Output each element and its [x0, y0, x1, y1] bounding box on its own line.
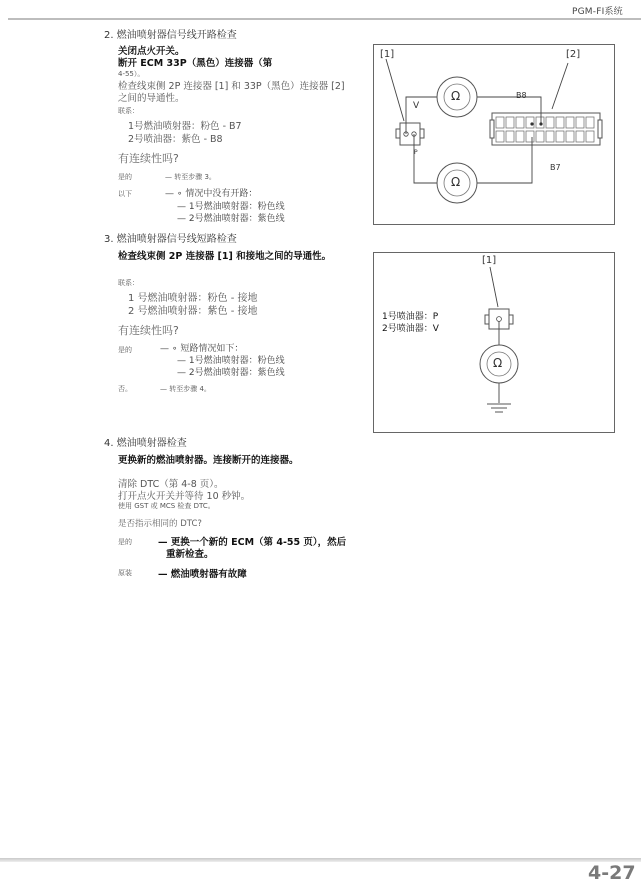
figure2-circuit-diagram [373, 252, 615, 433]
section3-line1: 检查线束侧 2P 连接器 [1] 和接地之间的导通性。 [118, 251, 332, 262]
section3-title: 3. 燃油喷射器信号线短路检查 [104, 234, 237, 245]
section3-question: 有连续性吗? [118, 324, 179, 337]
section4-no-label: 原装 [118, 569, 132, 577]
section4-yes-result1: — 更换一个新的 ECM（第 4-55 页），然后 [158, 537, 347, 548]
section3-no-label: 否。 [118, 385, 132, 393]
section3-yes-label: 是的 [118, 346, 132, 354]
ohm-icon: Ω [451, 89, 461, 103]
section3-conn2: 2 号燃油喷射器：紫色 - 接地 [128, 306, 258, 317]
section4-question: 是否指示相同的 DTC? [118, 519, 202, 529]
section2-line2: 断开 ECM 33P（黑色）连接器（第 [118, 58, 273, 69]
figure1-v-label: V [413, 101, 420, 111]
header-system-title: PGM-FI系统 [572, 7, 623, 17]
section4-no-result: — 燃油喷射器有故障 [158, 569, 247, 580]
section2-conn2: 2号喷油器：紫色 - B8 [128, 134, 223, 145]
section2-yes-result: — 转至步骤 3。 [165, 173, 216, 181]
figure2-legend1: 1号喷油器：P [382, 312, 439, 322]
ohm-icon: Ω [493, 356, 503, 370]
figure2-legend2: 2号喷油器：V [382, 324, 439, 334]
section2-question: 有连续性吗? [118, 152, 179, 165]
page-number: 4-27 [588, 862, 636, 884]
figure1-label-2: [2] [566, 49, 581, 60]
figure2-label-1: [1] [482, 255, 497, 266]
section3-yes-result: — ∘ 短路情况如下： [160, 344, 244, 354]
section2-line1: 关闭点火开关。 [118, 46, 185, 57]
section3-yes-sub2: — 2号燃油喷射器：紫色线 [177, 368, 285, 378]
section4-line4: 使用 GST 或 MCS 检查 DTC。 [118, 502, 215, 510]
section3-connect-label: 联系： [118, 279, 139, 287]
section4-line3: 打开点火开关并等待 10 秒钟。 [118, 491, 251, 502]
section2-line5: 之间的导通性。 [118, 93, 185, 104]
section4-yes-result2: 重新检查。 [166, 549, 214, 560]
ohm-icon: Ω [451, 175, 461, 189]
figure1-label-1: [1] [380, 49, 395, 60]
section3-conn1: 1 号燃油喷射器：粉色 - 接地 [128, 293, 258, 304]
section2-no-sub2: — 2号燃油喷射器：紫色线 [177, 214, 285, 224]
section3-yes-sub1: — 1号燃油喷射器：粉色线 [177, 356, 285, 366]
section2-connect-label: 联系： [118, 107, 139, 115]
section2-no-label: 以下 [118, 190, 132, 198]
figure1-p-label: P [414, 149, 418, 156]
section2-no-result: — ∘ 情况中没有开路： [165, 189, 258, 199]
figure1-circuit-diagram [373, 44, 615, 225]
figure1-b8-label: B8 [516, 91, 527, 100]
section4-line2: 清除 DTC（第 4-8 页）。 [118, 479, 224, 490]
footer-rule [0, 858, 641, 862]
section3-no-result: — 转至步骤 4。 [160, 385, 211, 393]
section4-yes-label: 是的 [118, 538, 132, 546]
section4-line1: 更换新的燃油喷射器。连接断开的连接器。 [118, 455, 299, 466]
section4-title: 4. 燃油喷射器检查 [104, 438, 187, 449]
header-rule [8, 18, 641, 20]
section2-line3: 4-55）。 [118, 70, 145, 78]
section2-yes-label: 是的 [118, 173, 132, 181]
section2-title: 2. 燃油喷射器信号线开路检查 [104, 30, 237, 41]
figure1-b7-label: B7 [550, 163, 561, 172]
section2-line4: 检查线束侧 2P 连接器 [1] 和 33P（黑色）连接器 [2] [118, 81, 345, 92]
section2-no-sub1: — 1号燃油喷射器：粉色线 [177, 202, 285, 212]
section2-conn1: 1号燃油喷射器：粉色 - B7 [128, 121, 242, 132]
